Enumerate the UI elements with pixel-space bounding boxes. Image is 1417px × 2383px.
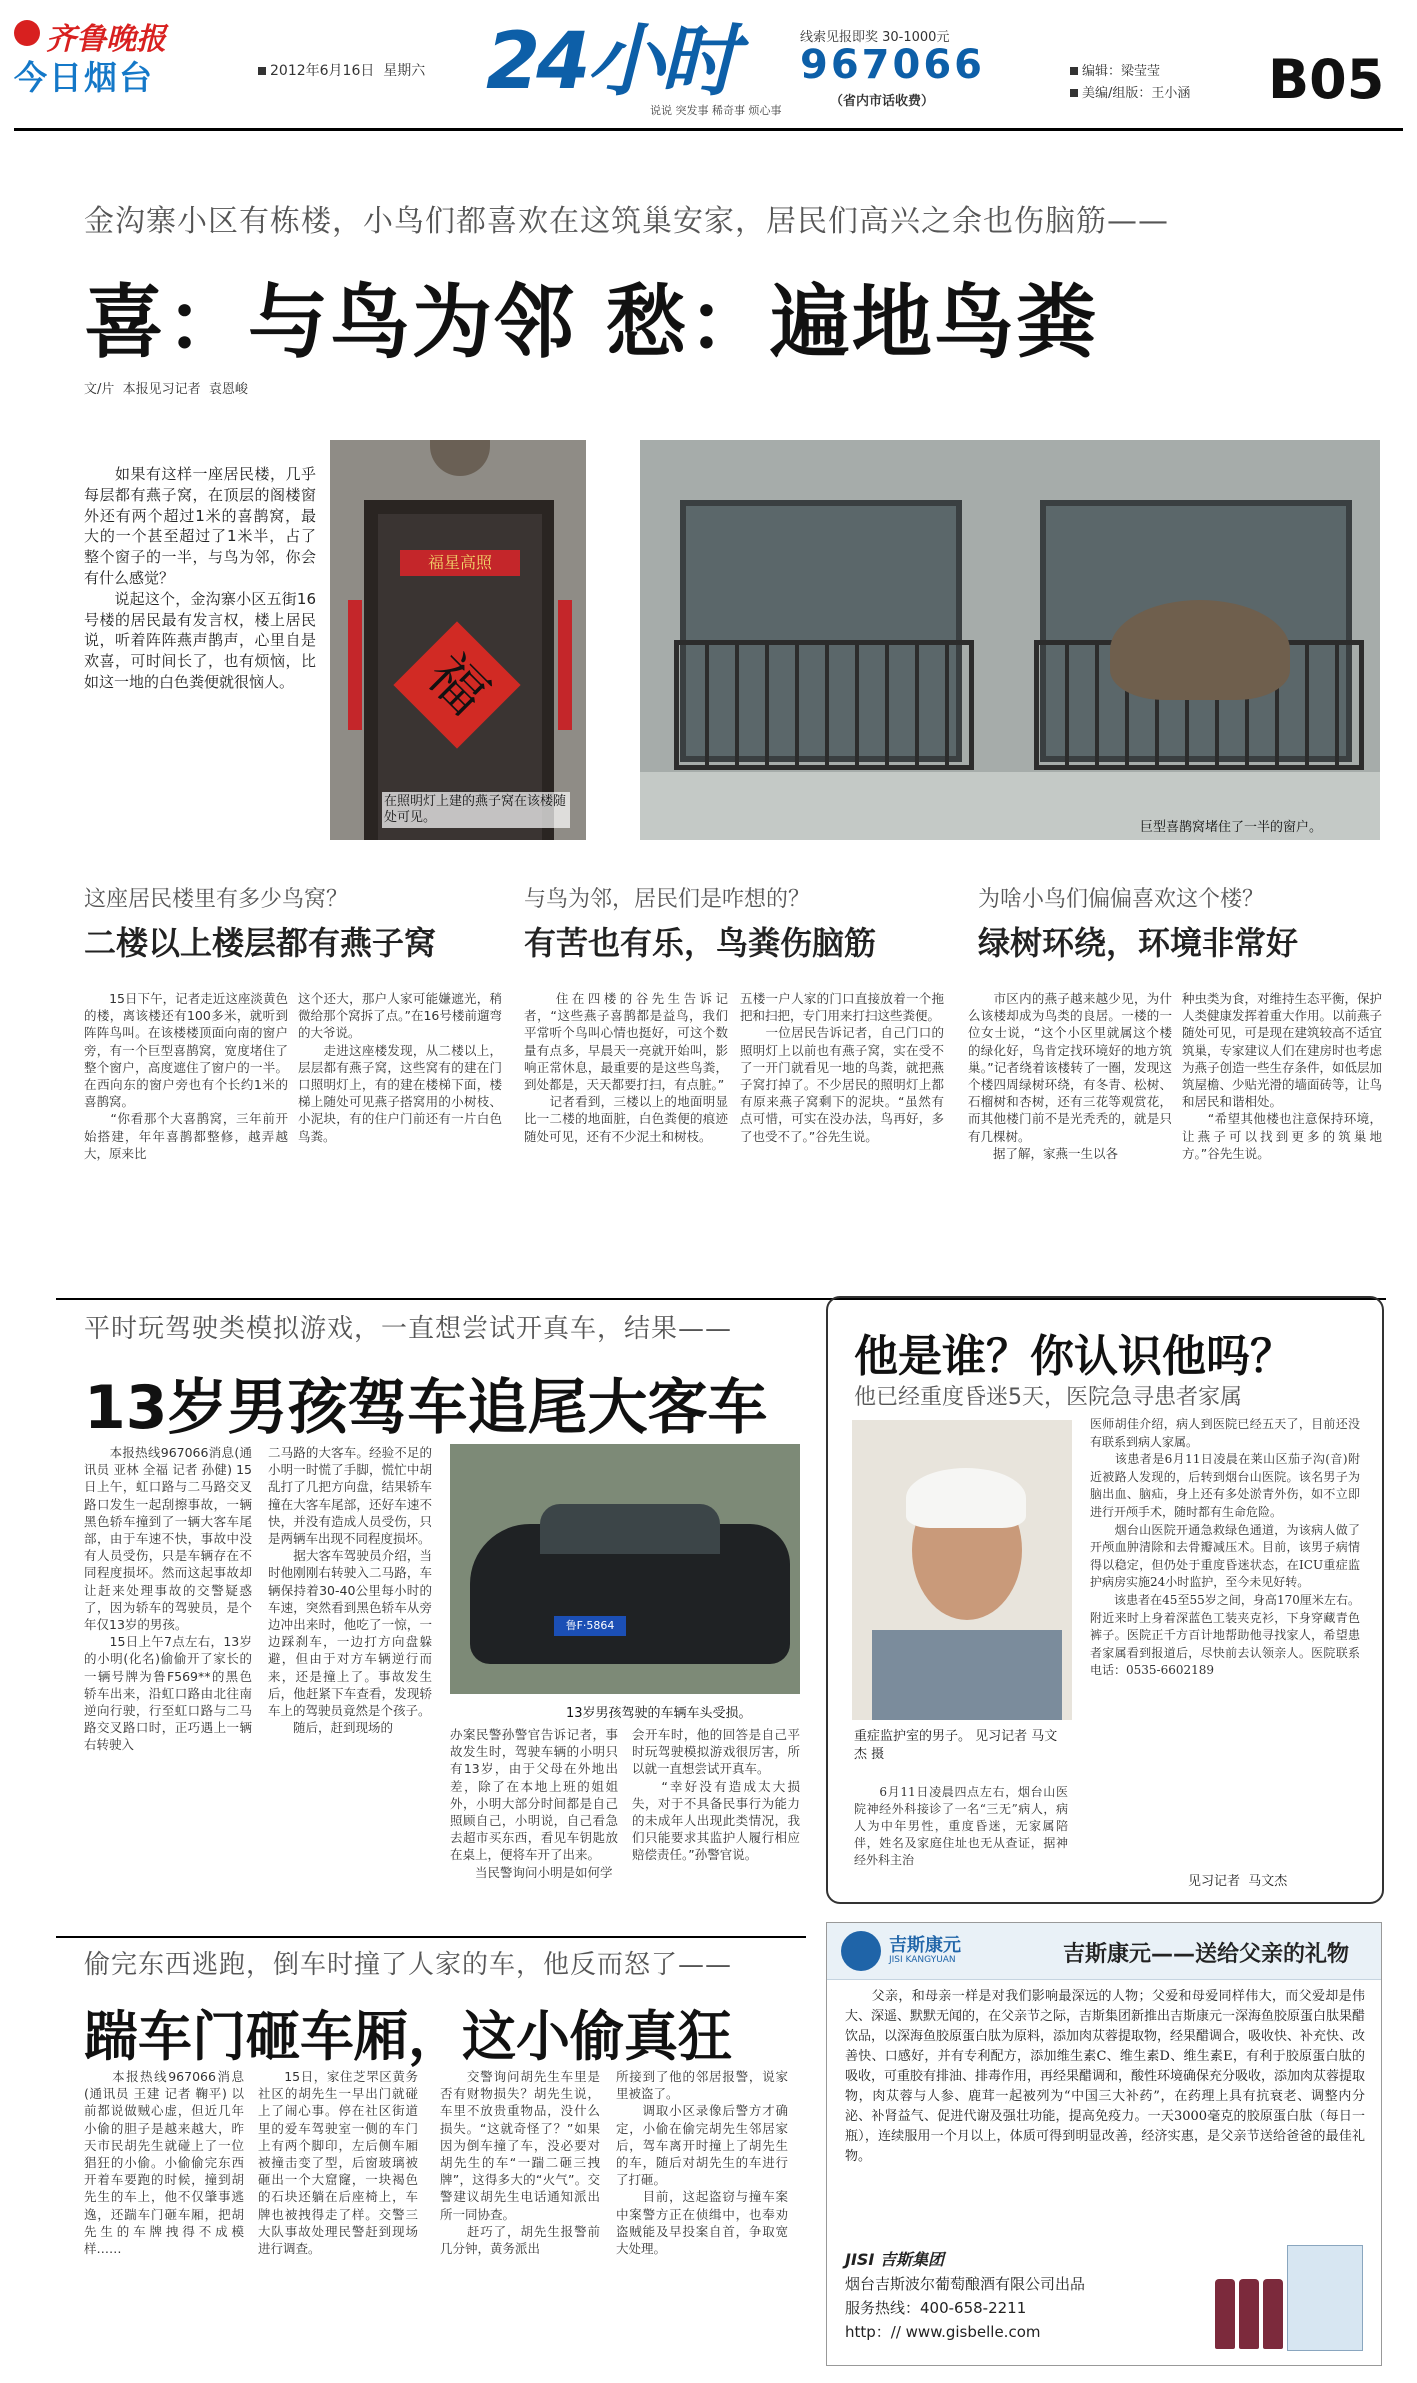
car-plate: 鲁F·5864 [554,1616,626,1636]
story2-col-1: 本报热线967066消息(通讯员 亚林 全福 记者 孙健) 15日上午，虹口路与二马路交叉路口发生一起刮擦事故，一辆黑色轿车撞到了一辆大客车尾部，由于车速不快，事故中没有人员受伤，只是车辆存在不同程度损坏。然而这起事故却让赶来处理事故的交警疑惑了，因为轿车的驾驶员，是个年仅13岁的男孩。 15日上午7点左右，13岁的小明(化名)偷偷开了家长的一辆号牌为鲁F569**的黑色轿车出来，沿虹口路由北往南逆向行驶，行至虹口路与二马路交叉路口时，正巧遇上一辆右转驶入 [84,1445,252,1753]
railing-left [674,640,974,770]
ad-brand-logo [841,1931,881,1971]
hospital-gown [872,1630,1062,1720]
masthead-rule [14,128,1403,131]
ad-header [827,1923,1381,1980]
story1-col-2: 这个还大，那户人家可能嫌遮光，稍微给那个窝拆了点。”在16号楼前遛弯的大爷说。 走进这座楼发现，从二楼以上，层层都有燕子窝，这些窝有的建在门口照明灯上，有的建在楼梯下面，楼梯上随处可见燕子搭窝用的小树枝、小泥块，有的住户门前还有一片白色鸟粪。 [298,991,502,1144]
story1-col-4: 五楼一户人家的门口直接放着一个拖把和扫把，专门用来打扫这些粪便。 一位居民告诉记者，自己门口的照明灯上以前也有燕子窝，实在受不了一开门就看见一地的鸟粪，就把燕子窝打掉了。不少居民的照明灯上都有原来燕子窝剩下的泥块。“虽然有点可惜，可实在没办法，鸟再好，多了也受不了。”谷先生说。 [740,991,944,1144]
tip-note: （省内市话收费） [830,94,935,109]
story2-col-4: 会开车时，他的回答是自己平时玩驾驶模拟游戏很厉害，所以就一直想尝试开真车。 “幸好没有造成太大损失，对于不具备民事行为能力的未成年人出现此类情况，我们只能要求其监护人履行相应赔偿责任。”孙警官说。 [632,1727,800,1863]
tip-phone: 967066 [800,42,985,88]
story3-photo-caption: 重症监护室的男子。 见习记者 马文杰 摄 [854,1729,1058,1762]
story3-subhead: 他已经重度昏迷5天，医院急寻患者家属 [854,1385,1242,1410]
door-couplet: 福星高照 [400,550,520,576]
product-bottle-1 [1215,2279,1235,2349]
designer-text: 美编/组版：王小涵 [1082,86,1191,101]
story4-headline: 踹车门砸车厢，这小偷真狂 [84,2005,732,2068]
date-text: 2012年6月16日 [270,63,375,79]
product-bottle-3 [1263,2279,1283,2349]
photo-swallow-nest-door [330,440,586,840]
section-title: 今日烟台 [14,58,154,97]
column-logo: 24小时 [486,17,735,107]
head-bandage [906,1468,1026,1528]
weekday-text: 星期六 [383,63,426,79]
story4-kicker: 偷完东西逃跑，倒车时撞了人家的车，他反而怒了—— [84,1950,733,1980]
story1-t3: 绿树环绕，环境非常好 [978,924,1299,962]
door-banner-left [348,600,362,730]
story4-col-1: 本报热线967066消息(通讯员 王建 记者 鞠平) 以前都说做贼心虚，但近几年小偷的胆子是越来越大，昨天市民胡先生就碰上了一位猖狂的小偷。小偷偷完东西开着车要跑的时候，撞到胡先生的车上，他不仅肇事逃逸，还踹车门砸车厢，把胡先生的车牌拽得不成模样…… [84,2069,244,2257]
product-bottle-2 [1239,2279,1259,2349]
fu-character: 福 [393,621,520,748]
story1-kicker: 金沟寨小区有栋楼，小鸟们都喜欢在这筑巢安家，居民们高兴之余也伤脑筋—— [84,204,1169,239]
story1-headline: 喜：与鸟为邻 愁：遍地鸟粪 [84,276,1098,369]
story4-col-3: 交警询问胡先生车里是否有财物损失？胡先生说，车里不放贵重物品，没什么损失。“这就奇怪了？”如果因为倒车撞了车，没必要对胡先生的车“一踹二砸三拽牌”，这得多大的“火气”。交警建议胡先生电话通知派出所一同协查。 赶巧了，胡先生报警前几分钟，黄务派出 [440,2069,600,2257]
ad-brand-en: JISI KANGYUAN [889,1955,956,1965]
light-fixture-nest [430,440,490,476]
story3-col-2: 医师胡佳介绍，病人到医院已经五天了，目前还没有联系到病人家属。 该患者是6月11日凌晨在莱山区茄子沟(音)附近被路人发现的，后转到烟台山医院。该名男子为脑出血、脑疝，身上还有多处淤青外伤，如不立即进行开颅手术，随时都有生命危险。 烟台山医院开通急救绿色通道，为该病人做了开颅血肿清除和去骨瓣减压术。目前，该男子病情得以稳定，但仍处于重度昏迷状态，在ICU重症监护病房实施24小时监护，至今未见好转。 该患者在45至55岁之间，身高170厘米左右。附近来时上身着深蓝色工装夹克衫，下身穿藏青色裤子。医院正千方百计地帮助他寻找家人，希望患者家属看到报道后，尽快前去认领亲人。医院联系电话：0535-6602189 [1090,1417,1360,1678]
story2-col-2: 二马路的大客车。经验不足的小明一时慌了手脚，慌忙中胡乱打了几把方向盘，结果轿车撞在大客车尾部，还好车速不快，并没有造成人员受伤，只是两辆车出现不同程度损坏。 据大客车驾驶员介绍，当时他刚刚右转驶入二马路，车辆保持着30-40公里每小时的车速，突然看到黑色轿车从旁边冲出来时，他吃了一惊，一边踩刹车，一边打方向盘躲避，但由于对方车辆逆行而来，还是撞上了。事故发生后，他赶紧下车查看，发现轿车上的驾驶员竟然是个孩子。 随后，赶到现场的 [268,1445,432,1736]
ad-brand-name: 吉斯康元 [889,1935,961,1956]
story3-col-1: 6月11日凌晨四点左右，烟台山医院神经外科接诊了一名“三无”病人，病人为中年男性，重度昏迷，无家属陪伴，姓名及家庭住址也无从查证，据神经外科主治 [854,1785,1068,1867]
editor-bullet-icon [1070,67,1078,75]
page-number: B05 [1268,48,1385,111]
editor-text: 编辑：梁莹莹 [1082,64,1161,79]
photo2-caption: 巨型喜鹊窝堵住了一半的窗户。 [1140,820,1323,835]
story1-col-5: 市区内的燕子越来越少见，为什么该楼却成为鸟类的良居。一楼的一位女士说，“这个小区里就属这个楼的绿化好，鸟肯定找环境好的地方筑巢。”记者绕着该楼转了一圈，发现这个楼四周绿树环绕，有冬青、松树、石榴树和杏树，还有三花等观赏花，而其他楼门前不是光秃秃的，就是只有几棵树。 据了解，家燕一生以各 [968,991,1172,1161]
story2-kicker: 平时玩驾驶类模拟游戏，一直想尝试开真车，结果—— [84,1314,733,1344]
story4-col-4: 所接到了他的邻居报警，说家里被盗了。 调取小区录像后警方才确定，小偷在偷完胡先生邻居家后，驾车离开时撞上了胡先生的车，随后对胡先生的车进行了打砸。 目前，这起盗窃与撞车案中案警方正在侦缉中，也奉劝盗贼能及早投案自首，争取宽大处理。 [616,2069,788,2257]
photo-damaged-car [450,1444,800,1694]
ad-slogan: 吉斯康元——送给父亲的礼物 [1063,1942,1350,1967]
magpie-nest [1110,600,1290,700]
story-unknown-patient [826,1296,1384,1904]
story4-col-2: 15日，家住芝罘区黄务社区的胡先生一早出门就碰上了闹心事。停在社区街道里的爱车驾驶室一侧的车门上有两个脚印，左后侧车厢被撞击变了型，后窗玻璃被砸出一个大窟窿，一块褐色的石块还躺在后座椅上，车牌也被拽得走了样。交警三大队事故处理民警赶到现场进行调查。 [258,2069,418,2257]
ad-body: 父亲，和母亲一样是对我们影响最深远的人物；父爱和母爱同样伟大，而父爱却是伟大、深遥、默默无闻的，在父亲节之际，吉斯集团新推出吉斯康元一深海鱼胶原蛋白肽果醋饮品，以深海鱼胶原蛋白肽为原料，添加肉苁蓉提取物，经果醋调合，吸收快、补充快、改善快、口感好，并有专利配方，添加维生素C、维生素D、维生素E，有利于胶原蛋白肽的吸收，可重胶有排油、排毒作用，再经果醋调和，酸性环境确保充分吸收，添加肉苁蓉提取物，肉苁蓉与人参、鹿茸一起被列为“中国三大补药”，在药理上具有抗衰老、调整内分泌、补肾益气、促进代谢及强壮功能，提高免疫力。一天3000毫克的胶原蛋白肽（每日一瓶），连续服用一个月以上，体质可得到明显改善，经济实惠，是父亲节送给爸爸的最佳礼物。 [845,1989,1365,2164]
story3-reporter: 见习记者 马文杰 [1188,1874,1288,1889]
story1-col-1: 15日下午，记者走近这座淡黄色的楼，离该楼还有100多米，就听到阵阵鸟叫。在该楼楼顶面向南的窗户旁，有一个巨型喜鹊窝，宽度堵住了整个窗户，高度遮住了窗户的一半。在西向东的窗户旁也有个长约1米的喜鹊窝。 “你看那个大喜鹊窝，三年前开始搭建，年年喜鹊都整修，越弄越大，原来比 [84,991,288,1161]
story1-t2: 有苦也有乐，鸟粪伤脑筋 [524,924,877,962]
advertisement [826,1922,1382,2366]
column-tags: 说说 突发事 稀奇事 烦心事 [650,104,782,117]
story1-col-3: 住在四楼的谷先生告诉记者，“这些燕子喜鹊都是益鸟，我们平常听个鸟叫心情也挺好，可这个数量有点多，早晨天一亮就开始叫，影响正常休息，最重要的是这些鸟粪，到处都是，天天都要打扫，有点脏。” 记者看到，三楼以上的地面明显比一二楼的地面脏，白色粪便的痕迹随处可见，还有不少泥土和树枝。 [524,991,728,1144]
tip-label: 线索见报即奖 30-1000元 [800,30,950,45]
story2-photo-caption: 13岁男孩驾驶的车辆车头受损。 [566,1706,752,1721]
date-bullet-icon [258,67,266,75]
photo1-caption: 在照明灯上建的燕子窝在该楼随处可见。 [382,792,570,828]
story1-byline: 文/片 本报见习记者 袁恩峻 [84,382,248,397]
ad-company-logo: JISI 吉斯集团 [845,2250,944,2269]
paper-emblem-icon [14,20,40,46]
photo-patient-icu [852,1420,1072,1720]
story1-col-6: 种虫类为食，对维持生态平衡，保护人类健康发挥着重大作用。以前燕子随处可见，可是现在建筑较高不适宜筑巢，专家建议人们在建房时也考虑为燕子创造一些生存条件，如低层加筑屋檐、少贴光滑的墙面砖等，让鸟和居民和谐相处。 “希望其他楼也注意保持环境，让燕子可以找到更多的筑巢地方。”谷先生说。 [1182,991,1382,1161]
door-banner-right [558,600,572,730]
issue-date [258,60,425,80]
product-box [1287,2245,1363,2351]
story1-t1: 二楼以上楼层都有燕子窝 [84,924,437,962]
story1-q2: 与鸟为邻，居民们是咋想的？ [524,887,811,912]
car-windshield [540,1504,720,1554]
paper-logo [14,14,214,57]
ad-product-image [1207,2239,1367,2355]
designer-credit [1070,82,1190,101]
ad-company: 烟台吉斯波尔葡萄酿酒有限公司出品 [845,2275,1086,2293]
story4-top-rule [56,1936,806,1938]
ad-url: http：// www.gisbelle.com [845,2323,1041,2341]
story3-headline: 他是谁？你认识他吗？ [854,1331,1294,1382]
story2-headline: 13岁男孩驾车追尾大客车 [84,1373,768,1443]
story1-q1: 这座居民楼里有多少鸟窝？ [84,887,349,912]
photo-magpie-nest-window [640,440,1380,840]
story1-lead: 如果有这样一座居民楼，几乎每层都有燕子窝，在顶层的阁楼窗外还有两个超过1米的喜鹊窝，最大的一个甚至超过了1米半，占了整个窗子的一半，与鸟为邻，你会有什么感觉？ 说起这个，金沟寨小区五街16号楼的居民最有发言权，楼上居民说，听着阵阵燕声鹊声，心里自是欢喜，可时间长了，也有烦恼，比如这一地的白色粪便就很恼人。 [84,465,316,691]
editor-credit [1070,60,1160,79]
story1-q3: 为啥小鸟们偏偏喜欢这个楼？ [978,887,1265,912]
designer-bullet-icon [1070,89,1078,97]
paper-name: 齐鲁晚报 [46,22,166,57]
ad-hotline: 服务热线：400-658-2211 [845,2299,1027,2317]
story2-col-3: 办案民警孙警官告诉记者，事故发生时，驾驶车辆的小明只有13岁，由于父母在外地出差，除了在本地上班的姐姐外，小明大部分时间都是自己照顾自己，小明说，自己看急去超市买东西，看见车钥匙放在桌上，便将车开了出来。 当民警询问小明是如何学 [450,1727,618,1880]
